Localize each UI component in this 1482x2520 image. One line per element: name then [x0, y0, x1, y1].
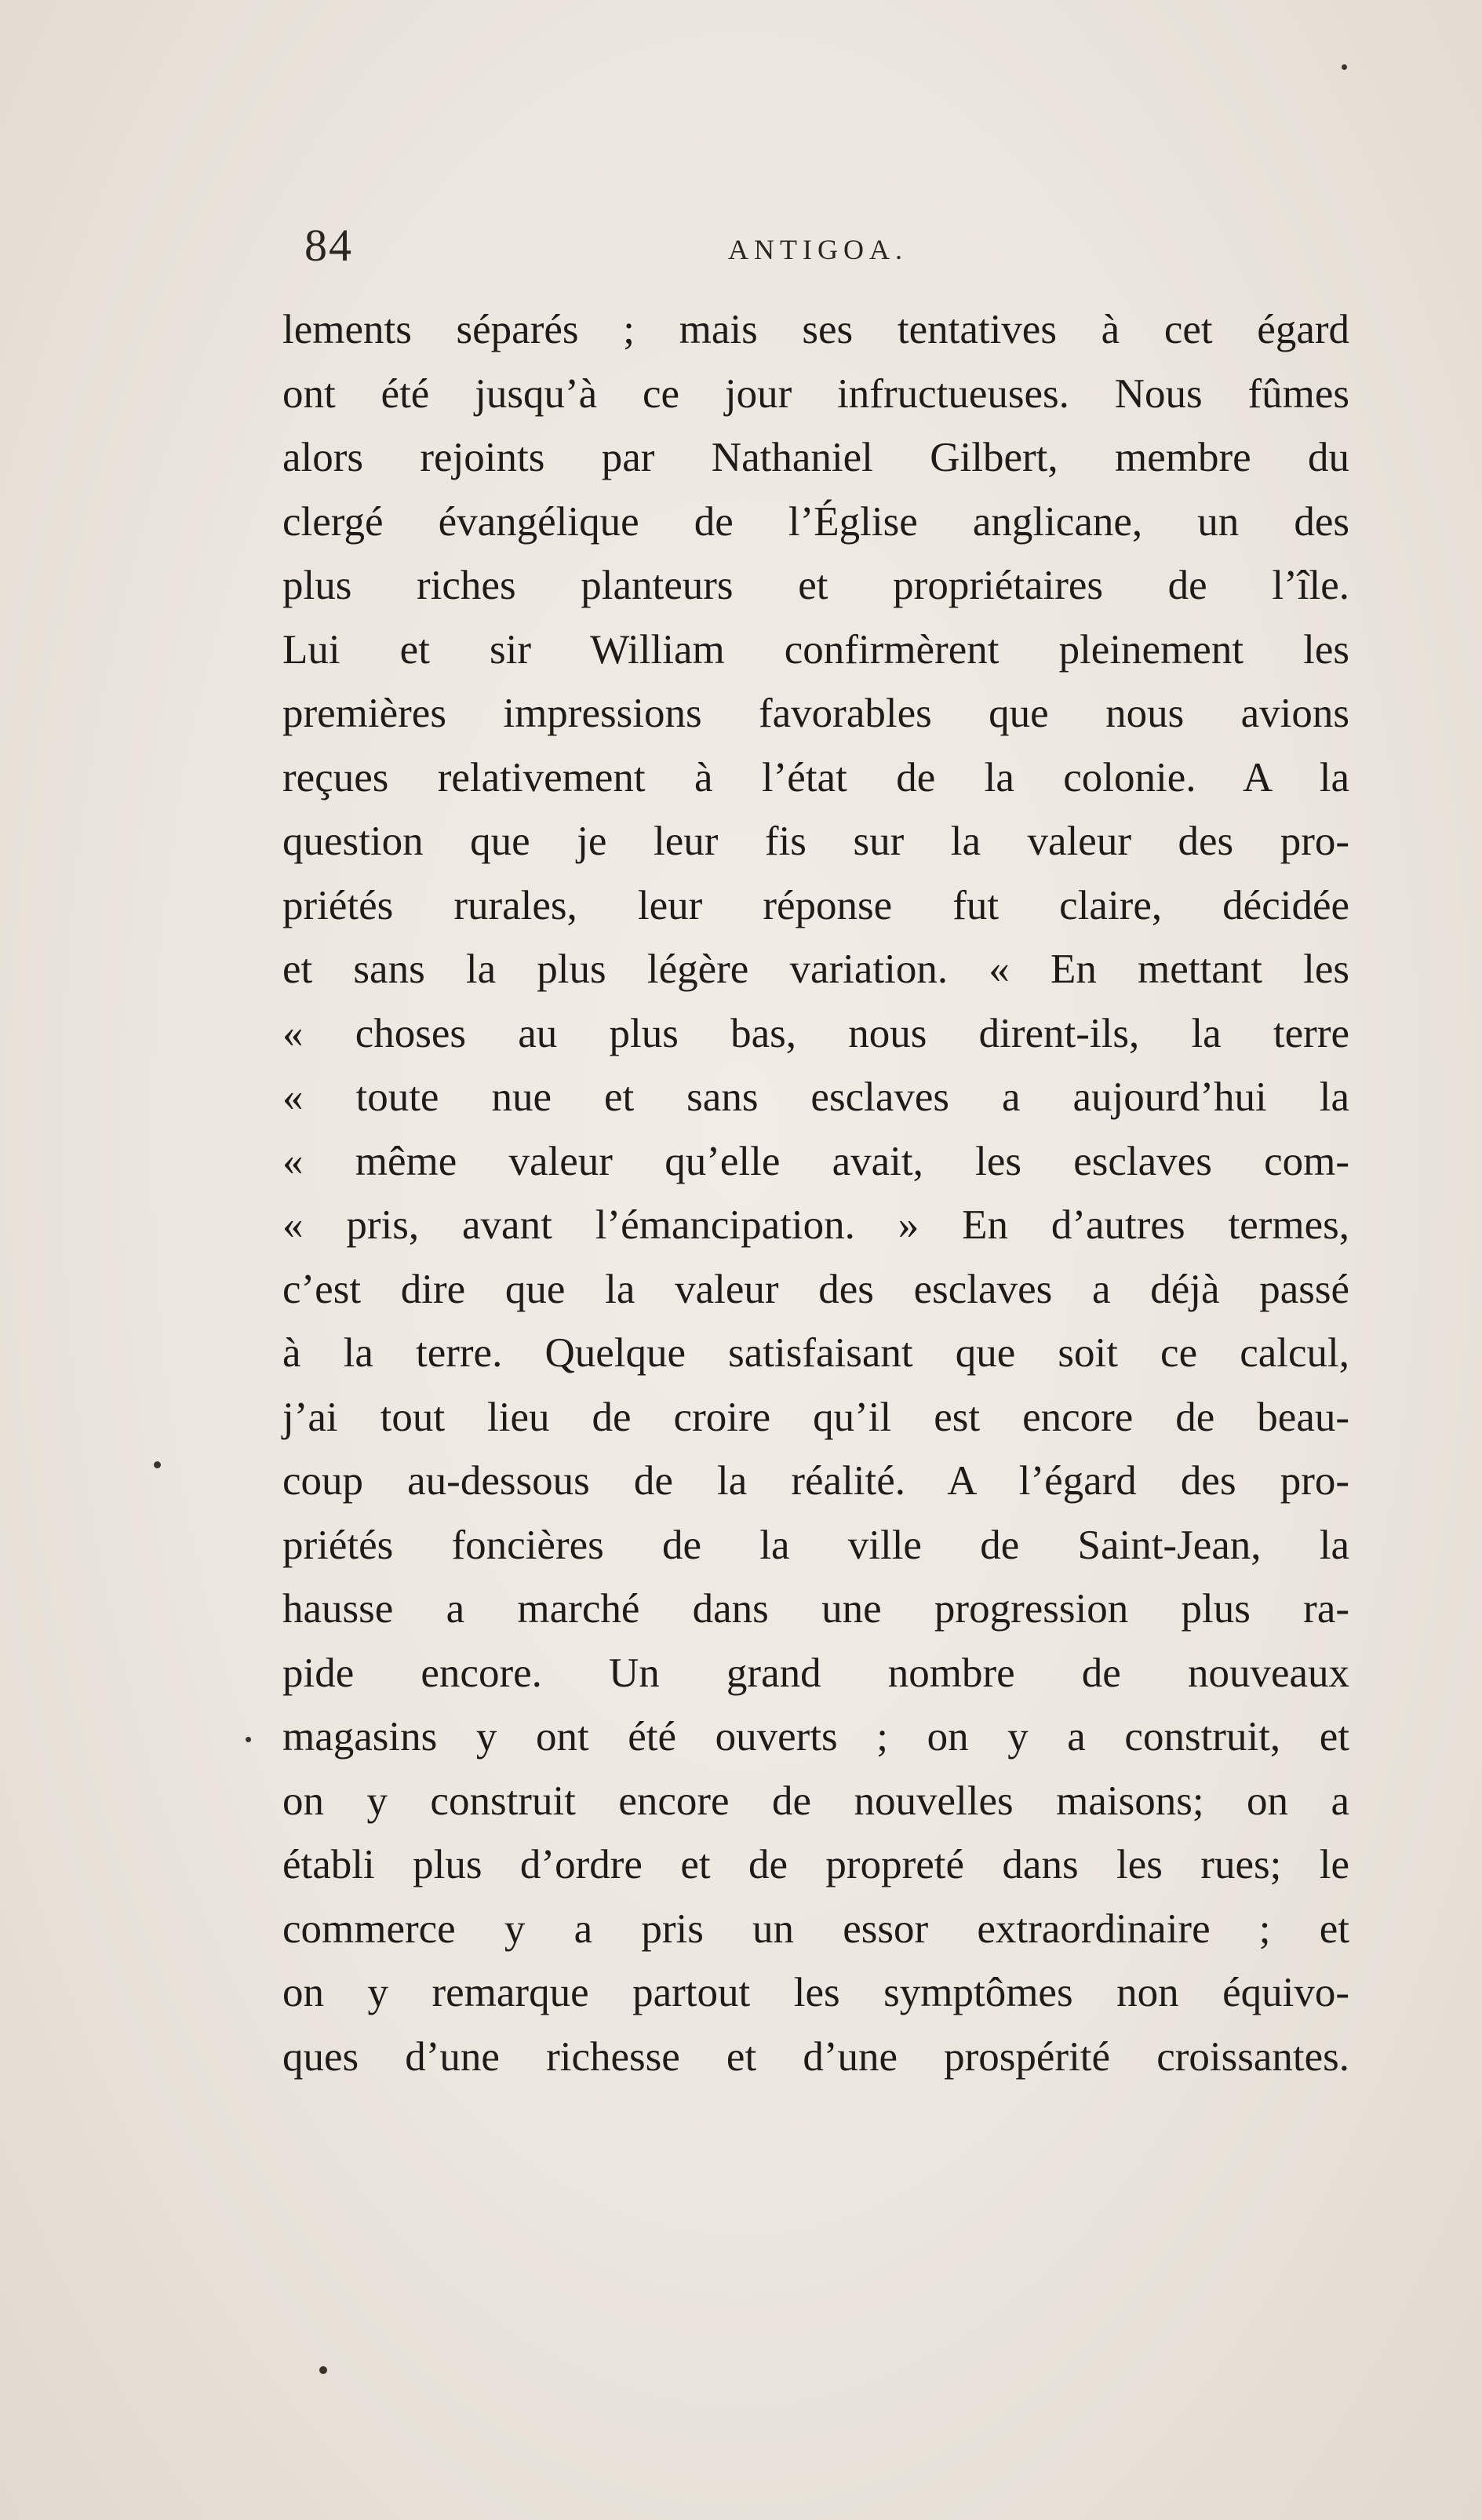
- text-line: et sans la plus légère variation. « En mettant les: [282, 946, 1349, 992]
- text-line: c’est dire que la valeur des esclaves a déjà passé: [282, 1266, 1349, 1312]
- text-line: ques d’une richesse et d’une prospérité croissantes.: [282, 2033, 1349, 2080]
- text-line: hausse a marché dans une progression plus ra-: [282, 1586, 1349, 1632]
- text-line: magasins y ont été ouverts ; on y a construit, et: [282, 1714, 1349, 1760]
- text-line: premières impressions favorables que nous avions: [282, 691, 1349, 736]
- text-line: priétés rurales, leur réponse fut claire, décidée: [282, 882, 1349, 928]
- text-line: priétés foncières de la ville de Saint-Jean, la: [282, 1522, 1349, 1568]
- page-header: [304, 210, 1334, 281]
- running-title: ANTIGOA.: [728, 234, 908, 265]
- paper-speck: [319, 2366, 327, 2374]
- text-line: ont été jusqu’à ce jour infructueuses. Nous fûmes: [282, 370, 1349, 417]
- text-line: pide encore. Un grand nombre de nouveaux: [282, 1650, 1349, 1696]
- paper-speck: [1342, 64, 1347, 70]
- text-line: établi plus d’ordre et de propreté dans les rues; le: [282, 1842, 1349, 1887]
- text-line: « pris, avant l’émancipation. » En d’autres termes,: [282, 1202, 1349, 1248]
- page-number: 84: [304, 220, 353, 271]
- text-line: lements séparés ; mais ses tentatives à cet égard: [282, 307, 1349, 352]
- text-line: à la terre. Quelque satisfaisant que soit ce calcul,: [282, 1330, 1349, 1376]
- text-line: coup au-dessous de la réalité. A l’égard des pro-: [282, 1458, 1349, 1504]
- text-line: commerce y a pris un essor extraordinaire ; et: [282, 1905, 1349, 1952]
- text-line: on y construit encore de nouvelles maisons; on a: [282, 1778, 1349, 1824]
- text-line: reçues relativement à l’état de la colonie. A la: [282, 754, 1349, 800]
- text-line: on y remarque partout les symptômes non équivo-: [282, 1970, 1349, 2015]
- text-line: j’ai tout lieu de croire qu’il est encore de beau-: [282, 1394, 1349, 1440]
- text-line: Lui et sir William confirmèrent pleinement les: [282, 626, 1349, 673]
- text-line: alors rejoints par Nathaniel Gilbert, membre du: [282, 435, 1349, 480]
- text-line: « même valeur qu’elle avait, les esclaves com-: [282, 1138, 1349, 1184]
- paper-speck: [246, 1737, 251, 1742]
- text-line: plus riches planteurs et propriétaires de l’île.: [282, 563, 1349, 608]
- body-text: [282, 298, 1349, 2089]
- text-line: « choses au plus bas, nous dirent-ils, la terre: [282, 1010, 1349, 1056]
- paper-speck: [154, 1461, 161, 1468]
- text-line: « toute nue et sans esclaves a aujourd’hui la: [282, 1074, 1349, 1120]
- text-line: clergé évangélique de l’Église anglicane, un des: [282, 498, 1349, 545]
- text-line: question que je leur fis sur la valeur des pro-: [282, 819, 1349, 864]
